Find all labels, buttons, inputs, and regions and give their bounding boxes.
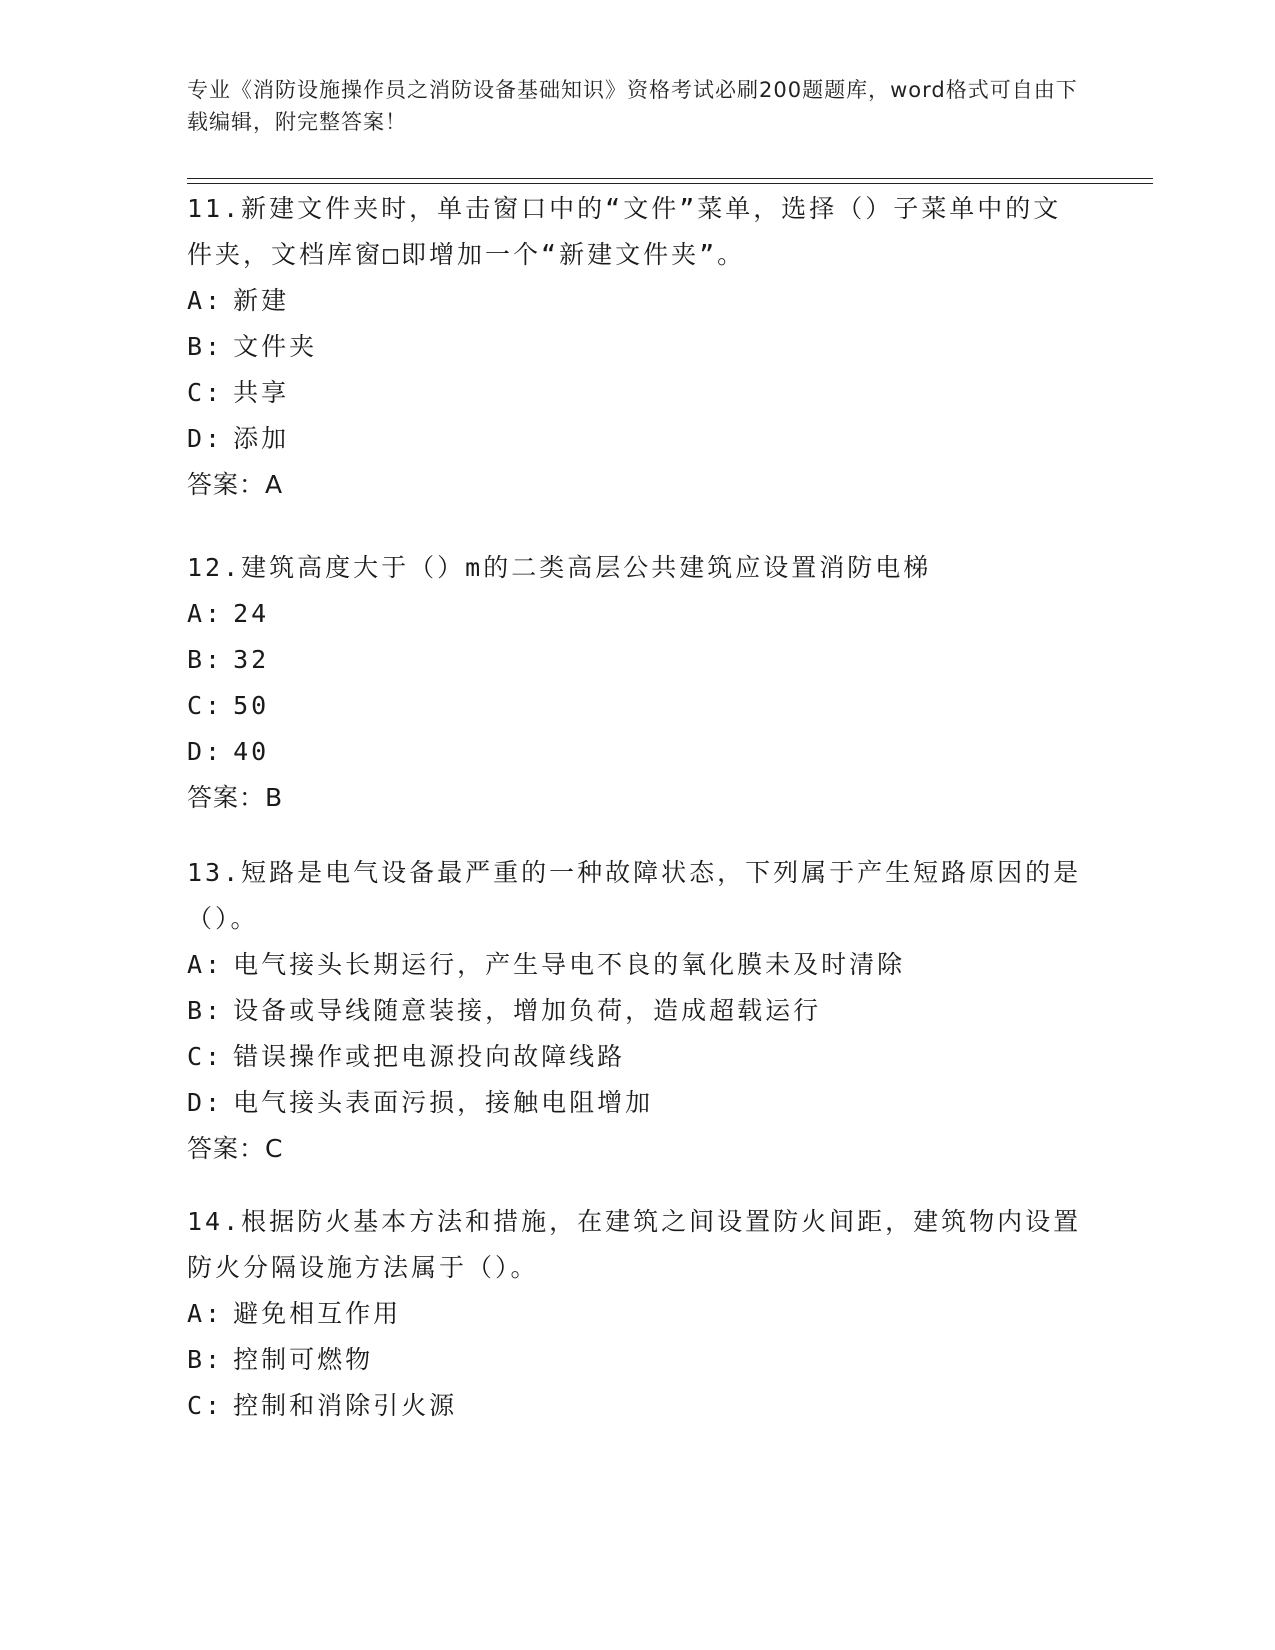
option-letter: B: — [187, 996, 224, 1025]
option-a — [187, 591, 1087, 637]
option-text: 电气接头表面污损，接触电阻增加 — [233, 1088, 654, 1117]
question-stem: 14.根据防火基本方法和措施，在建筑之间设置防火间距，建筑物内设置防火分隔设施方法属于（）。 — [187, 1207, 1082, 1282]
question-12 — [187, 545, 1087, 821]
document-header — [187, 74, 1087, 138]
header-divider-bottom — [187, 183, 1153, 184]
option-letter: C: — [187, 1391, 224, 1420]
option-c — [187, 1034, 1087, 1080]
option-letter: B: — [187, 645, 224, 674]
question-13 — [187, 850, 1087, 1172]
option-letter: A: — [187, 1299, 224, 1328]
option-b — [187, 324, 1087, 370]
option-text: 40 — [233, 737, 270, 766]
answer-line — [187, 462, 1087, 508]
question-stem: 12.建筑高度大于（）m的二类高层公共建筑应设置消防电梯 — [187, 553, 932, 582]
option-b — [187, 988, 1087, 1034]
question-11 — [187, 186, 1087, 508]
question-stem: 13.短路是电气设备最严重的一种故障状态，下列属于产生短路原因的是（）。 — [187, 858, 1082, 933]
option-text: 50 — [233, 691, 270, 720]
header-text: 专业《消防设施操作员之消防设备基础知识》资格考试必刷200题题库，word格式可自由下载编辑，附完整答案！ — [187, 78, 1078, 134]
header-divider-top — [187, 178, 1153, 179]
option-b — [187, 637, 1087, 683]
answer-value: B — [265, 783, 284, 812]
option-text: 24 — [233, 599, 270, 628]
option-letter: D: — [187, 424, 224, 453]
option-text: 文件夹 — [233, 332, 318, 361]
option-text: 共享 — [233, 378, 290, 407]
option-letter: A: — [187, 286, 224, 315]
option-letter: C: — [187, 691, 224, 720]
option-text: 新建 — [233, 286, 290, 315]
answer-label: 答案： — [187, 1134, 266, 1163]
option-letter: A: — [187, 950, 224, 979]
option-letter: A: — [187, 599, 224, 628]
option-text: 设备或导线随意装接，增加负荷，造成超载运行 — [233, 996, 822, 1025]
option-letter: D: — [187, 737, 224, 766]
question-stem: 11.新建文件夹时，单击窗口中的“文件”菜单，选择（）子菜单中的文件夹，文档库窗□即增加一个“新建文件夹”。 — [187, 194, 1062, 269]
option-c — [187, 1383, 1087, 1429]
option-d — [187, 729, 1087, 775]
option-text: 控制可燃物 — [233, 1345, 374, 1374]
option-a — [187, 1291, 1087, 1337]
option-text: 避免相互作用 — [233, 1299, 402, 1328]
option-text: 32 — [233, 645, 270, 674]
option-text: 错误操作或把电源投向故障线路 — [233, 1042, 626, 1071]
question-14 — [187, 1199, 1087, 1429]
answer-line — [187, 775, 1087, 821]
option-letter: B: — [187, 332, 224, 361]
option-a — [187, 278, 1087, 324]
option-letter: C: — [187, 378, 224, 407]
answer-label: 答案： — [187, 470, 266, 499]
option-text: 添加 — [233, 424, 290, 453]
option-letter: C: — [187, 1042, 224, 1071]
option-text: 控制和消除引火源 — [233, 1391, 458, 1420]
answer-value: A — [265, 470, 284, 499]
option-d — [187, 1080, 1087, 1126]
option-a — [187, 942, 1087, 988]
option-d — [187, 416, 1087, 462]
option-c — [187, 683, 1087, 729]
option-letter: D: — [187, 1088, 224, 1117]
option-text: 电气接头长期运行，产生导电不良的氧化膜未及时清除 — [233, 950, 906, 979]
option-letter: B: — [187, 1345, 224, 1374]
answer-label: 答案： — [187, 783, 266, 812]
option-b — [187, 1337, 1087, 1383]
answer-value: C — [265, 1134, 284, 1163]
answer-line — [187, 1126, 1087, 1172]
option-c — [187, 370, 1087, 416]
